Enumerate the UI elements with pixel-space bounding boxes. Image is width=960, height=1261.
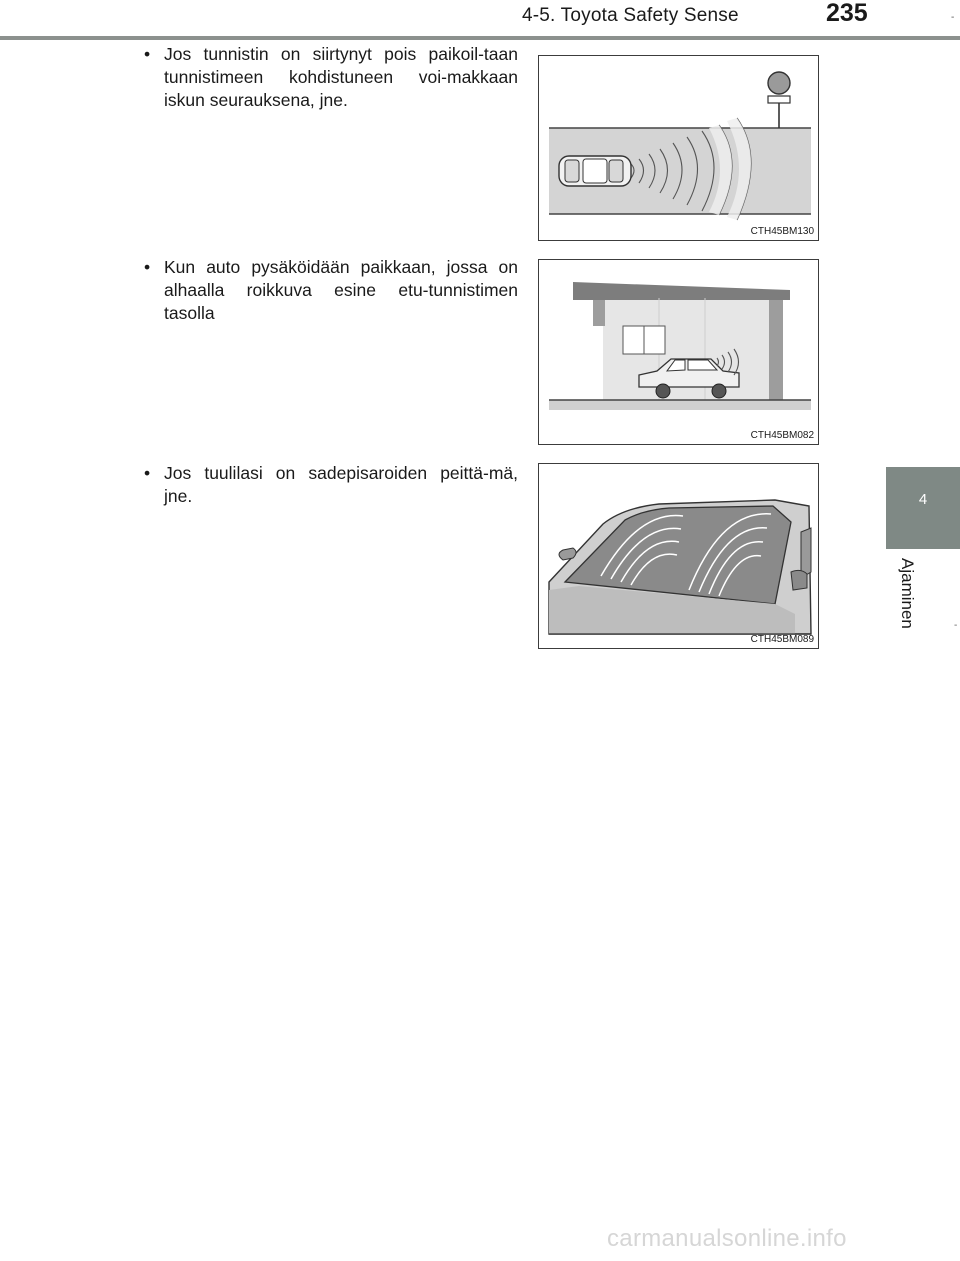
page-number: 235 (826, 0, 868, 27)
bullet-text: Kun auto pysäköidään paikkaan, jossa on alhaalla roikkuva esine etu-tunnistimen tasolla (164, 257, 518, 323)
chapter-label (897, 558, 919, 648)
side-mark: - (954, 620, 958, 631)
bullet-text: Jos tuulilasi on sadepisaroiden peittä-mä, jne. (164, 463, 518, 506)
bullet-dot: • (144, 44, 151, 64)
bullet-dot: • (144, 463, 151, 483)
bullet-text: Jos tunnistin on siirtynyt pois paikoil-taan tunnistimeen kohdistuneen voi-makkaan iskun seurauksena, jne. (164, 44, 518, 110)
bullet-item-low-hanging-object (144, 256, 518, 325)
bullet-dot: • (144, 257, 151, 277)
section-title: 4-5. Toyota Safety Sense (522, 5, 739, 26)
watermark: carmanualsonline.info (607, 1225, 847, 1252)
chapter-label-text: Ajaminen (898, 558, 917, 629)
chapter-number: 4 (918, 491, 928, 508)
bullet-item-sensor-displaced (144, 43, 518, 112)
header-rule (0, 36, 960, 40)
illustration-car-radar-sign (539, 56, 819, 241)
chapter-tab (886, 467, 960, 549)
figure-sensor-misaligned (538, 55, 819, 241)
illustration-car-under-canopy (539, 260, 819, 445)
figure-code: CTH45BM089 (750, 634, 814, 645)
figure-code: CTH45BM082 (750, 430, 814, 441)
illustration-windshield-raindrops (539, 464, 819, 649)
figure-code: CTH45BM130 (750, 226, 814, 237)
figure-low-hanging-object (538, 259, 819, 445)
figure-wet-windshield (538, 463, 819, 649)
bullet-item-raindrops-windshield (144, 462, 518, 508)
corner-mark: - (951, 12, 955, 23)
